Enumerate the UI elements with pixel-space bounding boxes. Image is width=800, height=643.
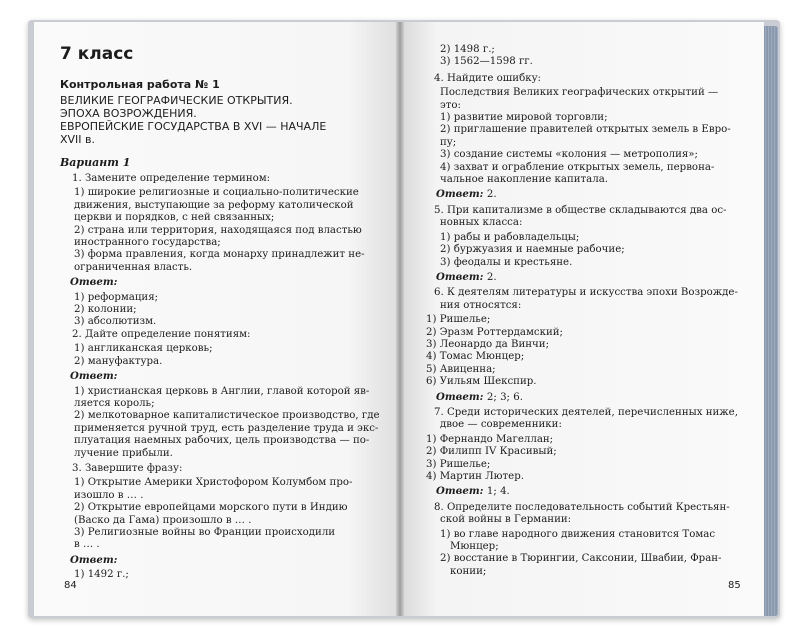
question-8-options: [440, 529, 748, 579]
option-line: 3) создание системы «колония — метрополия»;: [440, 149, 698, 161]
option-line: 3) форма правления, когда монарху принадлежит не-: [74, 249, 365, 261]
variant-heading: Вариант 1: [60, 156, 131, 169]
option-line: 1) развитие мировой торговли;: [440, 112, 608, 124]
question-3-options: [74, 477, 390, 551]
option-line: 2) буржуазия и наемные рабочие;: [440, 244, 625, 256]
question-line: ской войны в Германии:: [440, 514, 572, 526]
page-number-left: 84: [64, 580, 77, 591]
option-line: иностранного государства;: [74, 237, 221, 249]
option-line: (Васко да Гама) произошло в … .: [74, 514, 252, 526]
option-line: церкви и порядков, с ней связанных;: [74, 212, 275, 224]
option-line: 4) Томас Мюнцер;: [426, 351, 525, 363]
question-line: двое — современники:: [440, 419, 562, 431]
question-3: 3. Завершите фразу:: [72, 462, 183, 474]
answer-value: 1; 4.: [486, 486, 510, 498]
question-4: 4. Найдите ошибку:: [434, 72, 541, 84]
option-line: 2) мануфактура.: [74, 355, 163, 367]
option-line: чальное накопление капитала.: [440, 174, 609, 186]
option-line: движения, выступающие за реформу католической: [74, 199, 354, 211]
option-line: 3) Ришелье;: [426, 458, 491, 470]
option-line: ограниченная власть.: [74, 261, 193, 273]
option-line: 2) восстание в Тюрингии, Саксонии, Швабии, Фран-: [440, 553, 722, 565]
answer-5: [436, 271, 748, 284]
option-line: 2) Эразм Роттердамский;: [426, 326, 563, 338]
option-line: это:: [440, 99, 461, 111]
option-line: 6) Уильям Шекспир.: [426, 376, 537, 388]
question-line: 8. Определите последовательность событий Крестьян-: [434, 501, 730, 513]
answer-line: применяется ручной труд, есть разделение труда и экс-: [74, 422, 379, 434]
option-line: 5) Авиценна;: [426, 363, 496, 375]
answer-6: [436, 391, 748, 404]
answer-7: [436, 485, 748, 498]
answer-label: Ответ:: [70, 370, 118, 383]
question-1: 1. Замените определение термином:: [72, 173, 271, 184]
question-5: [434, 205, 748, 230]
question-line: ния относятся:: [440, 299, 522, 311]
answer-line: 3) 1562—1598 гг.: [440, 56, 533, 68]
answer-value: 2; 3; 6.: [486, 391, 523, 403]
option-line: изошло в … .: [74, 489, 144, 501]
question-7-options: [426, 434, 748, 484]
option-line: в … .: [74, 539, 100, 551]
right-page-text: [426, 44, 748, 578]
option-line: 3) Леонардо да Винчи;: [426, 338, 549, 350]
answer-line: 1) реформация;: [74, 291, 159, 303]
answer-label: Ответ:: [70, 276, 118, 289]
answer-1: [74, 292, 390, 329]
option-line: 1) Фернандо Магеллан;: [426, 433, 554, 445]
option-line: 4) Мартин Лютер.: [426, 471, 524, 482]
topic-line: ВЕЛИКИЕ ГЕОГРАФИЧЕСКИЕ ОТКРЫТИЯ.: [60, 94, 293, 107]
question-2-options: [74, 343, 390, 368]
option-line: 1) рабы и рабовладельцы;: [440, 231, 580, 243]
class-title: 7 класс: [60, 44, 134, 64]
answer-label: Ответ:: [70, 553, 118, 566]
question-1-options: [74, 187, 390, 274]
option-line: пу;: [440, 136, 457, 148]
left-page-text: [60, 44, 390, 582]
question-line: 7. Среди исторических деятелей, перечисленных ниже,: [434, 406, 738, 418]
option-line: 1) англиканская церковь;: [74, 343, 213, 355]
option-line: 2) Филипп IV Красивый;: [426, 446, 557, 458]
option-line: 1) Открытие Америки Христофором Колумбом про-: [74, 477, 353, 489]
question-8: [434, 502, 748, 527]
page-edges: [764, 26, 778, 616]
option-line: 2) приглашение правителей открытых земель в Евро-: [440, 124, 731, 136]
option-line: 1) во главе народного движения становится Томас: [440, 528, 716, 540]
book-gutter: [396, 22, 404, 616]
answer-line: лучение прибыли.: [74, 447, 173, 459]
answer-value: 2.: [486, 271, 497, 283]
question-line: 5. При капитализме в обществе складываются два ос-: [434, 204, 727, 216]
question-6-options: [426, 314, 748, 388]
answer-label: Ответ:: [436, 270, 484, 283]
answer-line: 3) абсолютизм.: [74, 316, 157, 328]
answer-2: [74, 386, 390, 460]
option-line: 3) феодалы и крестьяне.: [440, 256, 573, 268]
page-number-right: 85: [728, 580, 741, 591]
option-line: 2) страна или территория, находящаяся под властью: [74, 224, 362, 236]
question-6: [434, 287, 748, 312]
option-line: 3) Религиозные войны во Франции происходили: [74, 526, 336, 538]
option-line: 2) Открытие европейцами морского пути в Индию: [74, 502, 348, 514]
work-title: Контрольная работа № 1: [60, 78, 220, 91]
answer-line: 2) колонии;: [74, 304, 137, 316]
answer-line: 1) христианская церковь в Англии, главой которой яв-: [74, 385, 370, 397]
question-5-options: [440, 232, 748, 269]
question-line: 6. К деятелям литературы и искусства эпохи Возрожде-: [434, 287, 738, 299]
topic-heading: [60, 94, 390, 146]
question-2: 2. Дайте определение понятиям:: [72, 328, 251, 340]
answer-line: 2) 1498 г.;: [440, 44, 495, 55]
answer-line: 2) мелкотоварное капиталистическое производство, где: [74, 410, 380, 422]
answer-value: 2.: [486, 189, 497, 201]
answer-label: Ответ:: [436, 390, 484, 403]
option-line: конии;: [450, 565, 487, 577]
answer-label: Ответ:: [436, 188, 484, 201]
answer-3-rest: [440, 44, 748, 69]
answer-label: Ответ:: [436, 485, 484, 498]
option-line: Последствия Великих географических открытий —: [440, 87, 719, 99]
question-line: новных класса:: [440, 217, 523, 229]
option-line: Мюнцер;: [450, 541, 499, 553]
answer-line: плуатация наемных рабочих, цель производства — по-: [74, 435, 370, 447]
option-line: 1) широкие религиозные и социально-политические: [74, 187, 359, 199]
option-line: 4) захват и ограбление открытых земель, первона-: [440, 161, 715, 173]
topic-line: XVII в.: [60, 133, 96, 146]
topic-line: ЕВРОПЕЙСКИЕ ГОСУДАРСТВА В XVI — НАЧАЛЕ: [60, 120, 327, 133]
topic-line: ЭПОХА ВОЗРОЖДЕНИЯ.: [60, 107, 197, 120]
question-7: [434, 407, 748, 432]
answer-4: [436, 188, 748, 201]
answer-3-first: 1) 1492 г.;: [74, 569, 129, 581]
question-4-options: [440, 87, 748, 186]
option-line: 1) Ришелье;: [426, 314, 491, 326]
answer-line: ляется король;: [74, 397, 155, 409]
